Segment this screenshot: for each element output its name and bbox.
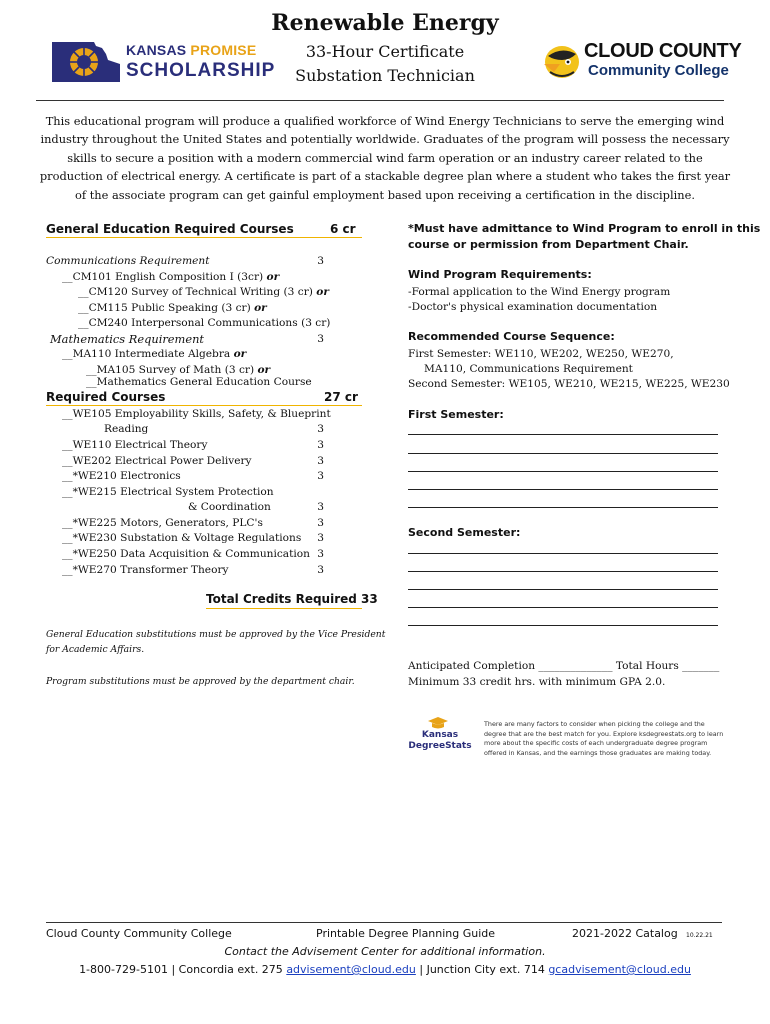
second-semester-heading: Second Semester:: [408, 526, 521, 539]
gen-ed-substitution-note-cont: for Academic Affairs.: [46, 644, 145, 655]
course-item: __*WE270 Transformer Theory: [62, 564, 229, 576]
course-item: __WE202 Electrical Power Delivery: [62, 455, 252, 467]
course-credits: 3: [317, 548, 324, 560]
course-credits: 3: [317, 517, 324, 529]
gen-ed-underline: [46, 237, 362, 238]
sequence-second-semester: Second Semester: WE105, WE210, WE215, WE225, WE230: [408, 378, 730, 390]
cloud-county-logo: [540, 38, 742, 88]
second-semester-blank-line: [408, 571, 718, 572]
anticipated-completion: Anticipated Completion ______________ Total Hours _______: [408, 660, 720, 672]
course-item: __MA110 Intermediate Algebra or: [62, 348, 247, 360]
course-item-continuation: & Coordination: [188, 501, 271, 513]
advisement-email-link[interactable]: advisement@cloud.edu: [286, 963, 416, 976]
logo-text-promise: PROMISE: [190, 42, 257, 58]
footer-guide-title: Printable Degree Planning Guide: [316, 927, 496, 940]
footer-divider: [46, 922, 722, 923]
second-semester-blank-line: [408, 607, 718, 608]
required-courses-underline: [46, 405, 362, 406]
total-credits: Total Credits Required 33: [206, 592, 378, 606]
communications-requirement-label: Communications Requirement: [46, 255, 210, 267]
first-semester-blank-line: [408, 471, 718, 472]
wind-requirement-item: -Formal application to the Wind Energy program: [408, 286, 671, 298]
course-item: __*WE215 Electrical System Protection: [62, 486, 274, 498]
footer-contact-note: Contact the Advisement Center for additional information.: [224, 945, 546, 958]
logo-text-scholarship: SCHOLARSHIP: [126, 60, 276, 81]
mathematics-credits: 3: [317, 333, 324, 345]
degreestats-logo-text-2: DegreeStats: [408, 741, 472, 751]
gc-advisement-email-link[interactable]: gcadvisement@cloud.edu: [548, 963, 691, 976]
header-divider: [36, 100, 724, 101]
first-semester-blank-line: [408, 507, 718, 508]
gen-ed-substitution-note: General Education substitutions must be approved by the Vice President: [46, 629, 386, 640]
course-credits: 3: [317, 501, 324, 513]
graduation-cap-icon: [426, 716, 450, 730]
course-item: __CM240 Interpersonal Communications (3 cr): [78, 317, 331, 329]
admittance-note: *Must have admittance to Wind Program to enroll in this: [408, 222, 761, 235]
first-semester-heading: First Semester:: [408, 408, 504, 421]
thunderbird-mascot-icon: [540, 42, 582, 82]
course-credits: 3: [317, 564, 324, 576]
first-semester-blank-line: [408, 434, 718, 435]
total-credits-underline: [206, 608, 362, 609]
course-item: __Mathematics General Education Course: [86, 376, 312, 388]
course-item: __CM115 Public Speaking (3 cr) or: [78, 302, 267, 314]
course-credits: 3: [317, 470, 324, 482]
course-item: __WE110 Electrical Theory: [62, 439, 208, 451]
second-semester-blank-line: [408, 589, 718, 590]
first-semester-blank-line: [408, 453, 718, 454]
gen-ed-credits: 6 cr: [330, 222, 356, 236]
footer-date: 10.22.21: [686, 932, 713, 939]
course-credits: 3: [317, 439, 324, 451]
wind-requirements-heading: Wind Program Requirements:: [408, 268, 592, 281]
sequence-first-semester: First Semester: WE110, WE202, WE250, WE270,: [408, 348, 674, 360]
program-subtitle: Substation Technician: [295, 66, 475, 85]
required-courses-credits: 27 cr: [324, 390, 358, 404]
course-sequence-heading: Recommended Course Sequence:: [408, 330, 615, 343]
page-title: Renewable Energy: [271, 10, 499, 36]
minimum-credits-note: Minimum 33 credit hrs. with minimum GPA 2.0.: [408, 676, 666, 688]
footer-catalog-year: 2021-2022 Catalog: [572, 927, 678, 940]
certificate-subtitle: 33-Hour Certificate: [305, 42, 465, 61]
footer-contact-line: 1-800-729-5101 | Concordia ext. 275 advisement@cloud.edu | Junction City ext. 714 gcadvisement@cloud.edu: [79, 963, 691, 976]
course-item-continuation: Reading: [104, 423, 149, 435]
course-item: __CM120 Survey of Technical Writing (3 cr) or: [78, 286, 329, 298]
wind-requirement-item: -Doctor's physical examination documentation: [408, 301, 658, 313]
gen-ed-heading: General Education Required Courses: [46, 222, 294, 236]
course-item: __WE105 Employability Skills, Safety, & Blueprint: [62, 408, 331, 420]
logo-text-community-college: Community College: [588, 62, 729, 79]
course-item: __*WE210 Electronics: [62, 470, 181, 482]
course-credits: 3: [317, 455, 324, 467]
first-semester-blank-line: [408, 489, 718, 490]
second-semester-blank-line: [408, 553, 718, 554]
kansas-state-sun-icon: [50, 36, 122, 84]
course-item: __MA105 Survey of Math (3 cr) or: [86, 364, 271, 376]
course-item: __*WE250 Data Acquisition & Communication: [62, 548, 310, 560]
course-item: __*WE230 Substation & Voltage Regulations: [62, 532, 302, 544]
logo-text-cloud-county: CLOUD COUNTY: [584, 40, 742, 62]
required-courses-heading: Required Courses: [46, 390, 166, 404]
second-semester-blank-line: [408, 625, 718, 626]
course-item: __*WE225 Motors, Generators, PLC's: [62, 517, 263, 529]
sequence-first-semester-cont: MA110, Communications Requirement: [424, 363, 633, 375]
mathematics-requirement-label: Mathematics Requirement: [50, 332, 204, 346]
kansas-degreestats-logo: [406, 716, 474, 756]
course-item: __CM101 English Composition I (3cr) or: [62, 271, 280, 283]
degreestats-description: There are many factors to consider when picking the college and the degree that are the best match for you. Explore ksdegreestats.org to learn more about the specific costs of each undergraduate degree program offered in Kansas, and the earnings those graduates are making today.: [484, 720, 724, 757]
course-credits: 3: [317, 532, 324, 544]
admittance-note-cont: course or permission from Department Chair.: [408, 238, 689, 251]
program-description: This educational program will produce a qualified workforce of Wind Energy Technicians to serve the emerging wind industry throughout the United States and potentially worldwide. Graduates of the program will possess the necessary skills to secure a position with a modern commercial wind farm operation or an industry career related to the production of electrical energy. A certificate is part of a stackable degree plan where a student who takes the first year of the associate program can get gainful employment based upon receiving a certification in the discipline.: [39, 114, 731, 202]
kansas-promise-logo: [50, 36, 276, 86]
program-substitution-note: Program substitutions must be approved by the department chair.: [46, 676, 355, 687]
degreestats-logo-text-1: Kansas: [421, 730, 459, 740]
course-credits: 3: [317, 423, 324, 435]
footer-college-name: Cloud County Community College: [46, 927, 232, 940]
communications-credits: 3: [317, 255, 324, 267]
logo-text-kansas: KANSAS: [126, 42, 187, 58]
